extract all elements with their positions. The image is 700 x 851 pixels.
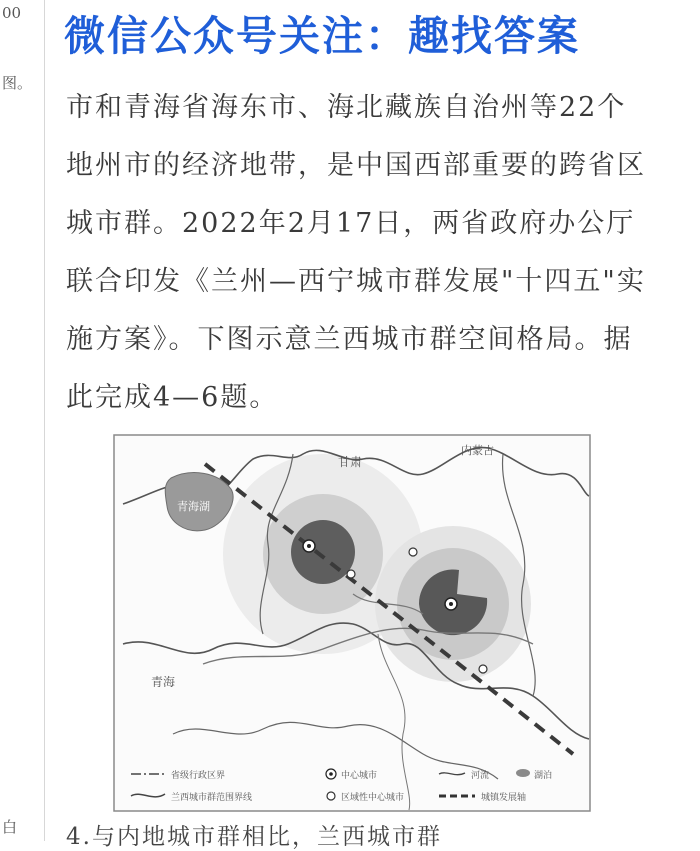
legend-label: 城镇发展轴 [481, 793, 527, 803]
legend-label: 湖泊 [534, 771, 553, 781]
label-neimenggu: 内蒙古 [461, 444, 494, 457]
lanxi-city-cluster-map [113, 434, 591, 812]
regional-center-marker [409, 548, 417, 556]
passage-line: 城市群。2022年2月17日，两省政府办公厅 [66, 208, 636, 239]
legend-label: 中心城市 [341, 771, 378, 781]
passage-line: 市和青海省海东市、海北藏族自治州等22个 [66, 92, 627, 123]
gutter-fragment: 00 [2, 4, 22, 22]
legend-label: 区域性中心城市 [341, 793, 405, 803]
lanzhou-center-dot [449, 602, 453, 606]
legend-symbol-lake [516, 769, 530, 777]
legend-label: 兰西城市群范围界线 [171, 793, 253, 803]
label-qinghai: 青海 [151, 675, 176, 689]
passage-line: 联合印发《兰州—西宁城市群发展"十四五"实 [66, 266, 646, 297]
lanzhou-core [291, 520, 355, 584]
label-qinghai-lake: 青海湖 [177, 500, 210, 513]
passage-line: 地州市的经济地带，是中国西部重要的跨省区 [66, 150, 646, 181]
left-margin-gutter [0, 0, 45, 841]
gutter-fragment: 图。 [2, 74, 33, 92]
map-figure [113, 434, 591, 812]
label-gansu: 甘肃 [338, 455, 363, 469]
watermark-headline: 微信公众号关注：趣找答案 [64, 12, 580, 60]
regional-center-marker [479, 665, 487, 673]
passage-line: 此完成4—6题。 [66, 382, 279, 413]
next-question-partial: 4.与内地城市群相比，兰西城市群 [66, 824, 442, 850]
legend-label: 河流 [471, 771, 490, 781]
question-passage [66, 84, 646, 432]
gutter-fragment: 白 [2, 818, 18, 836]
passage-line: 施方案》。下图示意兰西城市群空间格局。据 [66, 324, 633, 355]
xining-center-dot [307, 544, 311, 548]
legend-symbol-regional-center [327, 792, 335, 800]
legend-symbol-center-city-dot [329, 772, 333, 776]
legend-label: 省级行政区界 [171, 771, 226, 781]
regional-center-marker [347, 570, 355, 578]
